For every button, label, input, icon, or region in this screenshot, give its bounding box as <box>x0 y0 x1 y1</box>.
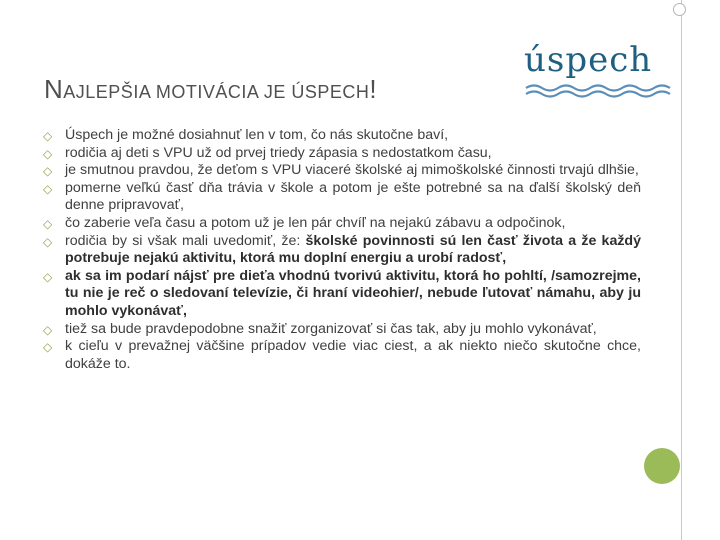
bullet-icon: ◇ <box>43 216 53 231</box>
bullet-icon: ◇ <box>43 181 53 196</box>
bullet-icon: ◇ <box>43 164 53 179</box>
bullet-icon: ◇ <box>43 269 53 284</box>
list-item: ◇ pomerne veľkú časť dňa trávia v škole a potom je ešte potrebné sa na ďalší školský deň denne pripravovať, <box>43 179 641 214</box>
top-circle-ornament <box>673 3 686 16</box>
list-item: ◇ je smutnou pravdou, že deťom s VPU viaceré školské aj mimoškolské činnosti trvajú dlhšie, <box>43 162 639 179</box>
title-initial: N <box>44 74 64 104</box>
right-border-line <box>681 0 682 540</box>
bullet-icon: ◇ <box>43 146 53 161</box>
wave-icon <box>524 82 674 100</box>
uspech-logo <box>524 40 674 102</box>
bullet-icon: ◇ <box>43 129 53 143</box>
bullet-icon: ◇ <box>43 340 53 355</box>
slide-title <box>44 74 377 105</box>
bullet-icon: ◇ <box>43 234 53 249</box>
emphasis-text: školské povinnosti sú len časť života a že každý potrebuje nejakú aktivitu, ktorá mu doplní energiu a urobí radosť, <box>65 232 641 267</box>
green-circle-ornament <box>644 448 680 484</box>
emphasis-text: ak sa im podarí nájsť pre dieťa vhodnú tvorivú aktivitu, ktorá ho pohltí, /samozrejme, tu nie je reč o sledovaní televízie, či hraní videohier/, nebude ľutovať námahu, aby ju mohlo vykonávať, <box>65 267 641 319</box>
list-item: ◇ k cieľu v prevažnej väčšine prípadov vedie viac ciest, a ak niekto niečo skutočne chce, dokáže to. <box>43 338 641 372</box>
list-item: ◇ čo zaberie veľa času a potom už je len pár chvíľ na nejakú zábavu a odpočinok, <box>43 214 566 231</box>
list-item: ◇ Úspech je možné dosiahnuť len v tom, čo nás skutočne baví, <box>43 127 449 143</box>
list-item: ◇ rodičia aj deti s VPU už od prvej triedy zápasia s nedostatkom času, <box>43 144 492 161</box>
list-item: ◇ tiež sa bude pravdepodobne snažiť zorganizovať si čas tak, aby ju mohlo vykonávať, <box>43 320 597 337</box>
list-item <box>43 268 641 321</box>
logo-text: úspech <box>524 40 653 80</box>
title-rest: AJLEPŠIA MOTIVÁCIA JE ÚSPECH <box>63 82 370 102</box>
title-exclamation: ! <box>369 74 378 104</box>
bullet-icon: ◇ <box>43 322 53 337</box>
list-item: ◇ rodičia by si však mali uvedomiť, že: školské povinnosti sú len časť života a že každý potrebuje nejakú aktivitu, ktorá mu doplní energiu a urobí radosť, <box>43 232 641 267</box>
bullet-list <box>43 127 641 373</box>
